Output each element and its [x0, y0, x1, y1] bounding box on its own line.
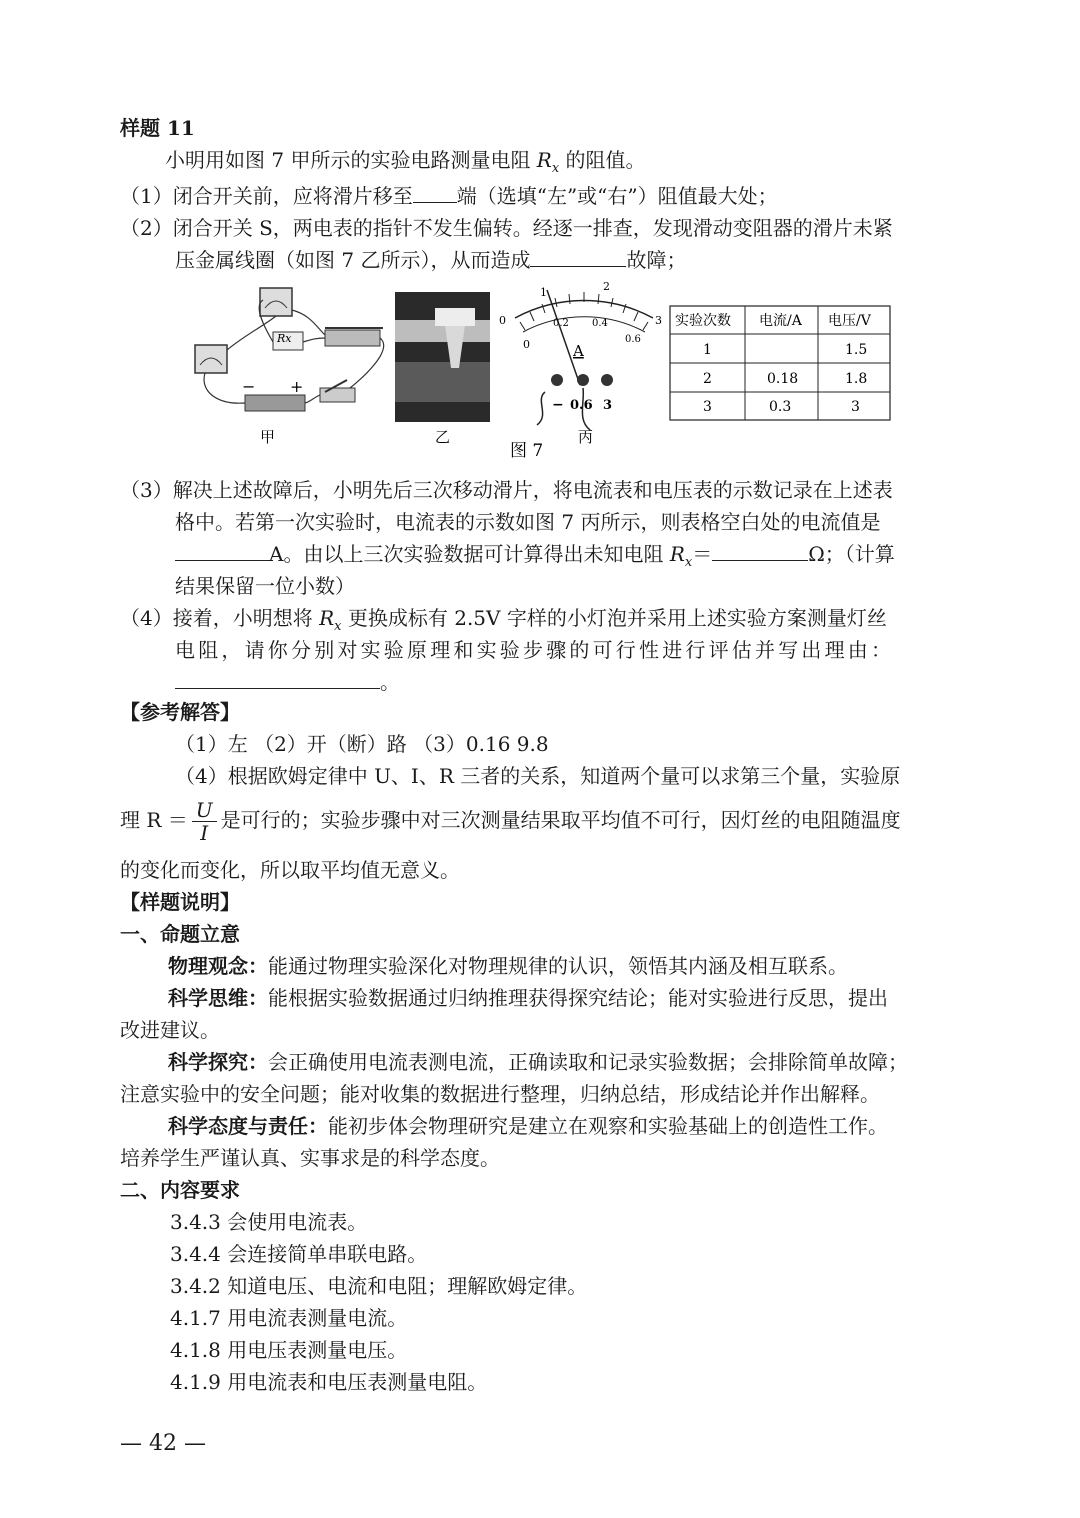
question-4-line2: 电阻，请你分别对实验原理和实验步骤的可行性进行评估并写出理由： [175, 638, 895, 662]
requirement-item: 4.1.8 用电压表测量电压。 [170, 1338, 408, 1362]
requirement-item: 4.1.7 用电流表测量电流。 [170, 1306, 408, 1330]
circuit-diagram [195, 288, 384, 446]
rx-subscript: x [334, 619, 342, 634]
intro-text: 小明用如图 7 甲所示的实验电路测量电阻 [165, 148, 537, 172]
para-label: 科学探究： [168, 1050, 268, 1074]
resistor-label: Rx [277, 332, 292, 345]
q4-blank [175, 666, 380, 689]
tick-0-outer: 0 [499, 314, 506, 327]
para-scientific-thinking [168, 982, 888, 1014]
tick-2: 2 [603, 280, 610, 293]
para-scientific-attitude [168, 1110, 888, 1142]
voltmeter-icon [260, 288, 292, 316]
table-cell: 2 [703, 371, 712, 387]
problem-intro [165, 144, 646, 185]
ammeter-dial-figure [499, 280, 662, 446]
requirement-item: 4.1.9 用电流表和电压表测量电阻。 [170, 1370, 488, 1394]
q3-blank-current [175, 538, 269, 561]
rx-subscript: x [551, 161, 560, 176]
table-cell: 1.8 [845, 371, 868, 387]
figure-7 [185, 280, 905, 465]
q3-text-end: Ω；（计算 [808, 542, 895, 566]
figure-caption: 图 7 [510, 441, 544, 461]
table-header: 实验次数 [675, 313, 731, 329]
para-scientific-attitude-cont: 培养学生严谨认真、实事求是的科学态度。 [120, 1146, 500, 1170]
coil [395, 362, 490, 402]
q4-period: 。 [380, 670, 400, 694]
section-2-heading: 二、内容要求 [120, 1178, 240, 1202]
tick-1: 1 [540, 286, 547, 299]
question-4-line3 [175, 666, 400, 698]
problem-title: 样题 11 [120, 116, 195, 140]
terminal-0.6-icon [577, 374, 589, 386]
para-scientific-inquiry-cont: 注意实验中的安全问题；能对收集的数据进行整理，归纳总结，形成结论并作出解释。 [120, 1082, 880, 1106]
fraction-numerator: U [192, 799, 217, 822]
figure-7-svg [185, 280, 905, 465]
para-physics-concept [168, 950, 848, 982]
rx-symbol: R [319, 606, 335, 630]
answer-line3 [120, 796, 901, 844]
rx-subscript: x [684, 555, 693, 570]
question-2-line1: （2）闭合开关 S，两电表的指针不发生偏转。经逐一排查，发现滑动变阻器的滑片未紧 [120, 216, 893, 240]
q1-blank [413, 180, 457, 203]
answer-formula-lhs: 理 R ＝ [120, 808, 188, 832]
para-label: 科学思维： [168, 986, 268, 1010]
slider-body [435, 308, 475, 326]
para-text: 能根据实验数据通过归纳推理获得探究结论；能对实验进行反思，提出 [268, 986, 888, 1010]
answer-text: 是可行的；实验步骤中对三次测量结果取平均值不可行，因灯丝的电阻随温度 [220, 808, 901, 832]
explain-heading: 【样题说明】 [120, 890, 240, 914]
meter-unit: A [573, 342, 584, 360]
tick-0-inner: 0 [523, 338, 530, 351]
q3-equals: ＝ [692, 542, 713, 566]
answer-line2: （4）根据欧姆定律中 U、I、R 三者的关系，知道两个量可以求第三个量，实验原 [175, 764, 901, 788]
ammeter-icon [195, 345, 227, 373]
slider-photo [395, 292, 490, 446]
page-number: — 42 — [120, 1431, 206, 1456]
terminal-minus-label: − [552, 397, 564, 413]
battery-icon [245, 395, 305, 411]
tick-3: 3 [655, 314, 662, 327]
label-jia: 甲 [260, 428, 276, 446]
para-scientific-inquiry [168, 1046, 908, 1078]
q3-blank-resistance [712, 538, 808, 561]
table-header: 电压/V [828, 313, 871, 329]
tick-0.2: 0.2 [553, 318, 569, 329]
table-cell: 0.3 [769, 399, 792, 415]
table-cell: 0.18 [767, 371, 799, 387]
lead-wire [537, 392, 545, 425]
terminal-0.6-label: 0.6 [570, 398, 593, 413]
question-3-line2: 格中。若第一次实验时，电流表的示数如图 7 丙所示，则表格空白处的电流值是 [175, 510, 881, 534]
answer-heading: 【参考解答】 [120, 700, 240, 724]
wire [305, 395, 320, 403]
q2-text-end: 故障； [626, 248, 687, 272]
table-header: 电流/A [759, 313, 802, 329]
q1-text-end: 端（选填“左”或“右”）阻值最大处； [456, 184, 778, 208]
question-2-line2 [175, 244, 686, 276]
wire [292, 310, 325, 335]
q2-blank [530, 244, 626, 267]
para-text: 能通过物理实验深化对物理规律的认识，领悟其内涵及相互联系。 [268, 954, 848, 978]
section-1-heading: 一、命题立意 [120, 922, 240, 946]
label-bing: 丙 [578, 428, 594, 446]
terminal-3-label: 3 [603, 398, 613, 413]
answer-line1: （1）左 （2）开（断）路 （3）0.16 9.8 [175, 732, 549, 756]
wire [204, 373, 245, 403]
battery-minus: − [242, 377, 256, 396]
para-text: 能初步体会物理研究是建立在观察和实验基础上的创造性工作。 [328, 1114, 888, 1138]
rheostat-icon [325, 330, 380, 346]
switch-icon [320, 388, 355, 402]
para-label: 物理观念： [168, 954, 268, 978]
table-cell: 3 [703, 399, 712, 415]
question-3-line4: 结果保留一位小数） [175, 574, 355, 598]
table-cell: 1.5 [845, 342, 868, 358]
para-text: 会正确使用电流表测电流，正确读取和记录实验数据；会排除简单故障； [268, 1050, 908, 1074]
wire [303, 338, 325, 342]
requirement-item: 3.4.3 会使用电流表。 [170, 1210, 368, 1234]
data-table [670, 306, 890, 420]
label-yi: 乙 [435, 428, 451, 446]
wire [227, 316, 276, 350]
q3-text: A。由以上三次实验数据可计算得出未知电阻 [269, 542, 670, 566]
table-cell: 3 [851, 399, 860, 415]
para-scientific-thinking-cont: 改进建议。 [120, 1018, 220, 1042]
q4-text: （4）接着，小明想将 [120, 606, 320, 630]
terminal-minus-icon [551, 374, 563, 386]
rx-symbol: R [669, 542, 685, 566]
terminal-3-icon [601, 374, 613, 386]
fraction-denominator: I [200, 821, 209, 845]
question-3-line1: （3）解决上述故障后，小明先后三次移动滑片，将电流表和电压表的示数记录在上述表 [120, 478, 893, 502]
q4-text-end: 更换成标有 2.5V 字样的小灯泡并采用上述实验方案测量灯丝 [341, 606, 887, 630]
table-cell: 1 [703, 342, 712, 358]
ohm-fraction [192, 799, 217, 844]
intro-text-end: 的阻值。 [559, 148, 646, 172]
dial-needle [547, 290, 580, 385]
dial-arc-outer [515, 301, 653, 318]
dial-arc-inner [523, 317, 645, 332]
requirement-item: 3.4.4 会连接简单串联电路。 [170, 1242, 428, 1266]
question-1 [120, 180, 778, 212]
requirement-item: 3.4.2 知道电压、电流和电阻；理解欧姆定律。 [170, 1274, 588, 1298]
para-label: 科学态度与责任： [168, 1114, 328, 1138]
answer-line4: 的变化而变化，所以取平均值无意义。 [120, 858, 460, 882]
tick-0.4: 0.4 [592, 318, 608, 329]
battery-plus: + [290, 377, 304, 396]
rx-symbol: R [536, 148, 552, 172]
q2-text: 压金属线圈（如图 7 乙所示），从而造成 [175, 248, 531, 272]
q1-text: （1）闭合开关前，应将滑片移至 [120, 184, 413, 208]
tick-0.6: 0.6 [625, 334, 641, 345]
